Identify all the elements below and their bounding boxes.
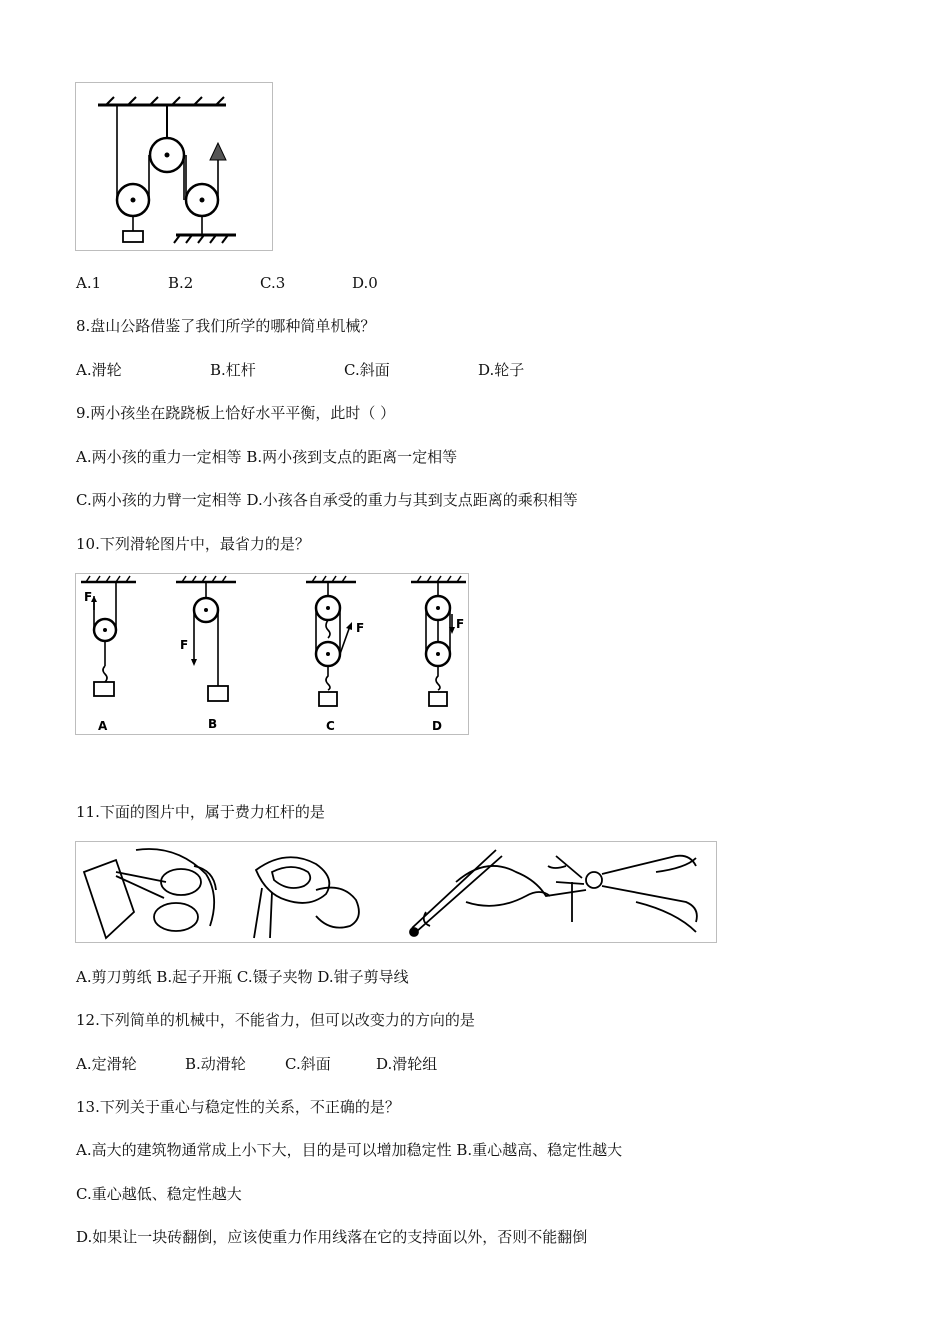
scissors-cutting-paper-image (84, 849, 216, 938)
q13-options-line-1[interactable]: A.高大的建筑物通常成上小下大，目的是可以增加稳定性 B.重心越高、稳定性越大 (76, 1141, 623, 1159)
option-c-force-label: F (356, 621, 365, 635)
q8-option-a[interactable]: A.滑轮 (76, 361, 122, 379)
q13-options-line-2[interactable]: C.重心越低、稳定性越大 (76, 1185, 242, 1203)
q12-option-d[interactable]: D.滑轮组 (376, 1055, 438, 1073)
q11-options[interactable]: A.剪刀剪纸 B.起子开瓶 C.镊子夹物 D.钳子剪导线 (76, 968, 409, 986)
figure-label-d[interactable]: D (432, 719, 442, 733)
q12-option-c[interactable]: C.斜面 (285, 1055, 331, 1073)
q7-option-c[interactable]: C.3 (260, 274, 286, 292)
q11-stem: 11.下面的图片中，属于费力杠杆的是 (76, 803, 325, 821)
q9-options-line-2[interactable]: C.两小孩的力臂一定相等 D.小孩各自承受的重力与其到支点距离的乘积相等 (76, 491, 578, 509)
q7-option-a[interactable]: A.1 (76, 274, 102, 292)
q8-option-d[interactable]: D.轮子 (478, 361, 525, 379)
levers-figure (75, 841, 717, 943)
tweezers-holding-object-image (410, 850, 586, 936)
pulley-system-drawing (76, 83, 272, 250)
q7-option-b[interactable]: B.2 (168, 274, 194, 292)
option-a-force-label: F (84, 590, 93, 604)
figure-label-b[interactable]: B (208, 717, 218, 731)
q13-stem: 13.下列关于重心与稳定性的关系，不正确的是？ (76, 1098, 400, 1116)
bottle-opener-image (254, 857, 359, 938)
pliers-cutting-wire-image (548, 856, 697, 932)
q8-option-b[interactable]: B.杠杆 (210, 361, 256, 379)
pulley-system-figure (75, 82, 273, 251)
q12-option-b[interactable]: B.动滑轮 (185, 1055, 246, 1073)
q13-options-line-3[interactable]: D.如果让一块砖翻倒，应该使重力作用线落在它的支持面以外，否则不能翻倒 (76, 1228, 588, 1246)
pulley-options-figure (75, 573, 469, 735)
option-a-pulley (91, 582, 116, 696)
q8-options (76, 360, 876, 380)
option-c-pulley (316, 582, 352, 706)
q7-options (76, 273, 876, 293)
q10-stem: 10.下列滑轮图片中，最省力的是？ (76, 535, 310, 553)
q8-stem: 8.盘山公路借鉴了我们所学的哪种简单机械？ (76, 317, 376, 335)
figure-label-a[interactable]: A (98, 719, 108, 733)
q9-stem: 9.两小孩坐在跷跷板上恰好水平平衡，此时（ ） (76, 404, 396, 422)
pulley-options-drawing (76, 574, 468, 734)
option-d-pulley (426, 582, 455, 706)
q12-stem: 12.下列简单的机械中，不能省力，但可以改变力的方向的是 (76, 1011, 475, 1029)
q12-options (76, 1054, 876, 1074)
q8-option-c[interactable]: C.斜面 (344, 361, 390, 379)
q12-option-a[interactable]: A.定滑轮 (76, 1055, 137, 1073)
q9-options-line-1[interactable]: A.两小孩的重力一定相等 B.两小孩到支点的距离一定相等 (76, 448, 458, 466)
figure-label-c[interactable]: C (326, 719, 335, 733)
levers-drawing (76, 842, 716, 942)
option-b-pulley (191, 582, 228, 701)
option-b-force-label: F (180, 638, 189, 652)
q7-option-d[interactable]: D.0 (352, 274, 378, 292)
option-d-force-label: F (456, 617, 465, 631)
